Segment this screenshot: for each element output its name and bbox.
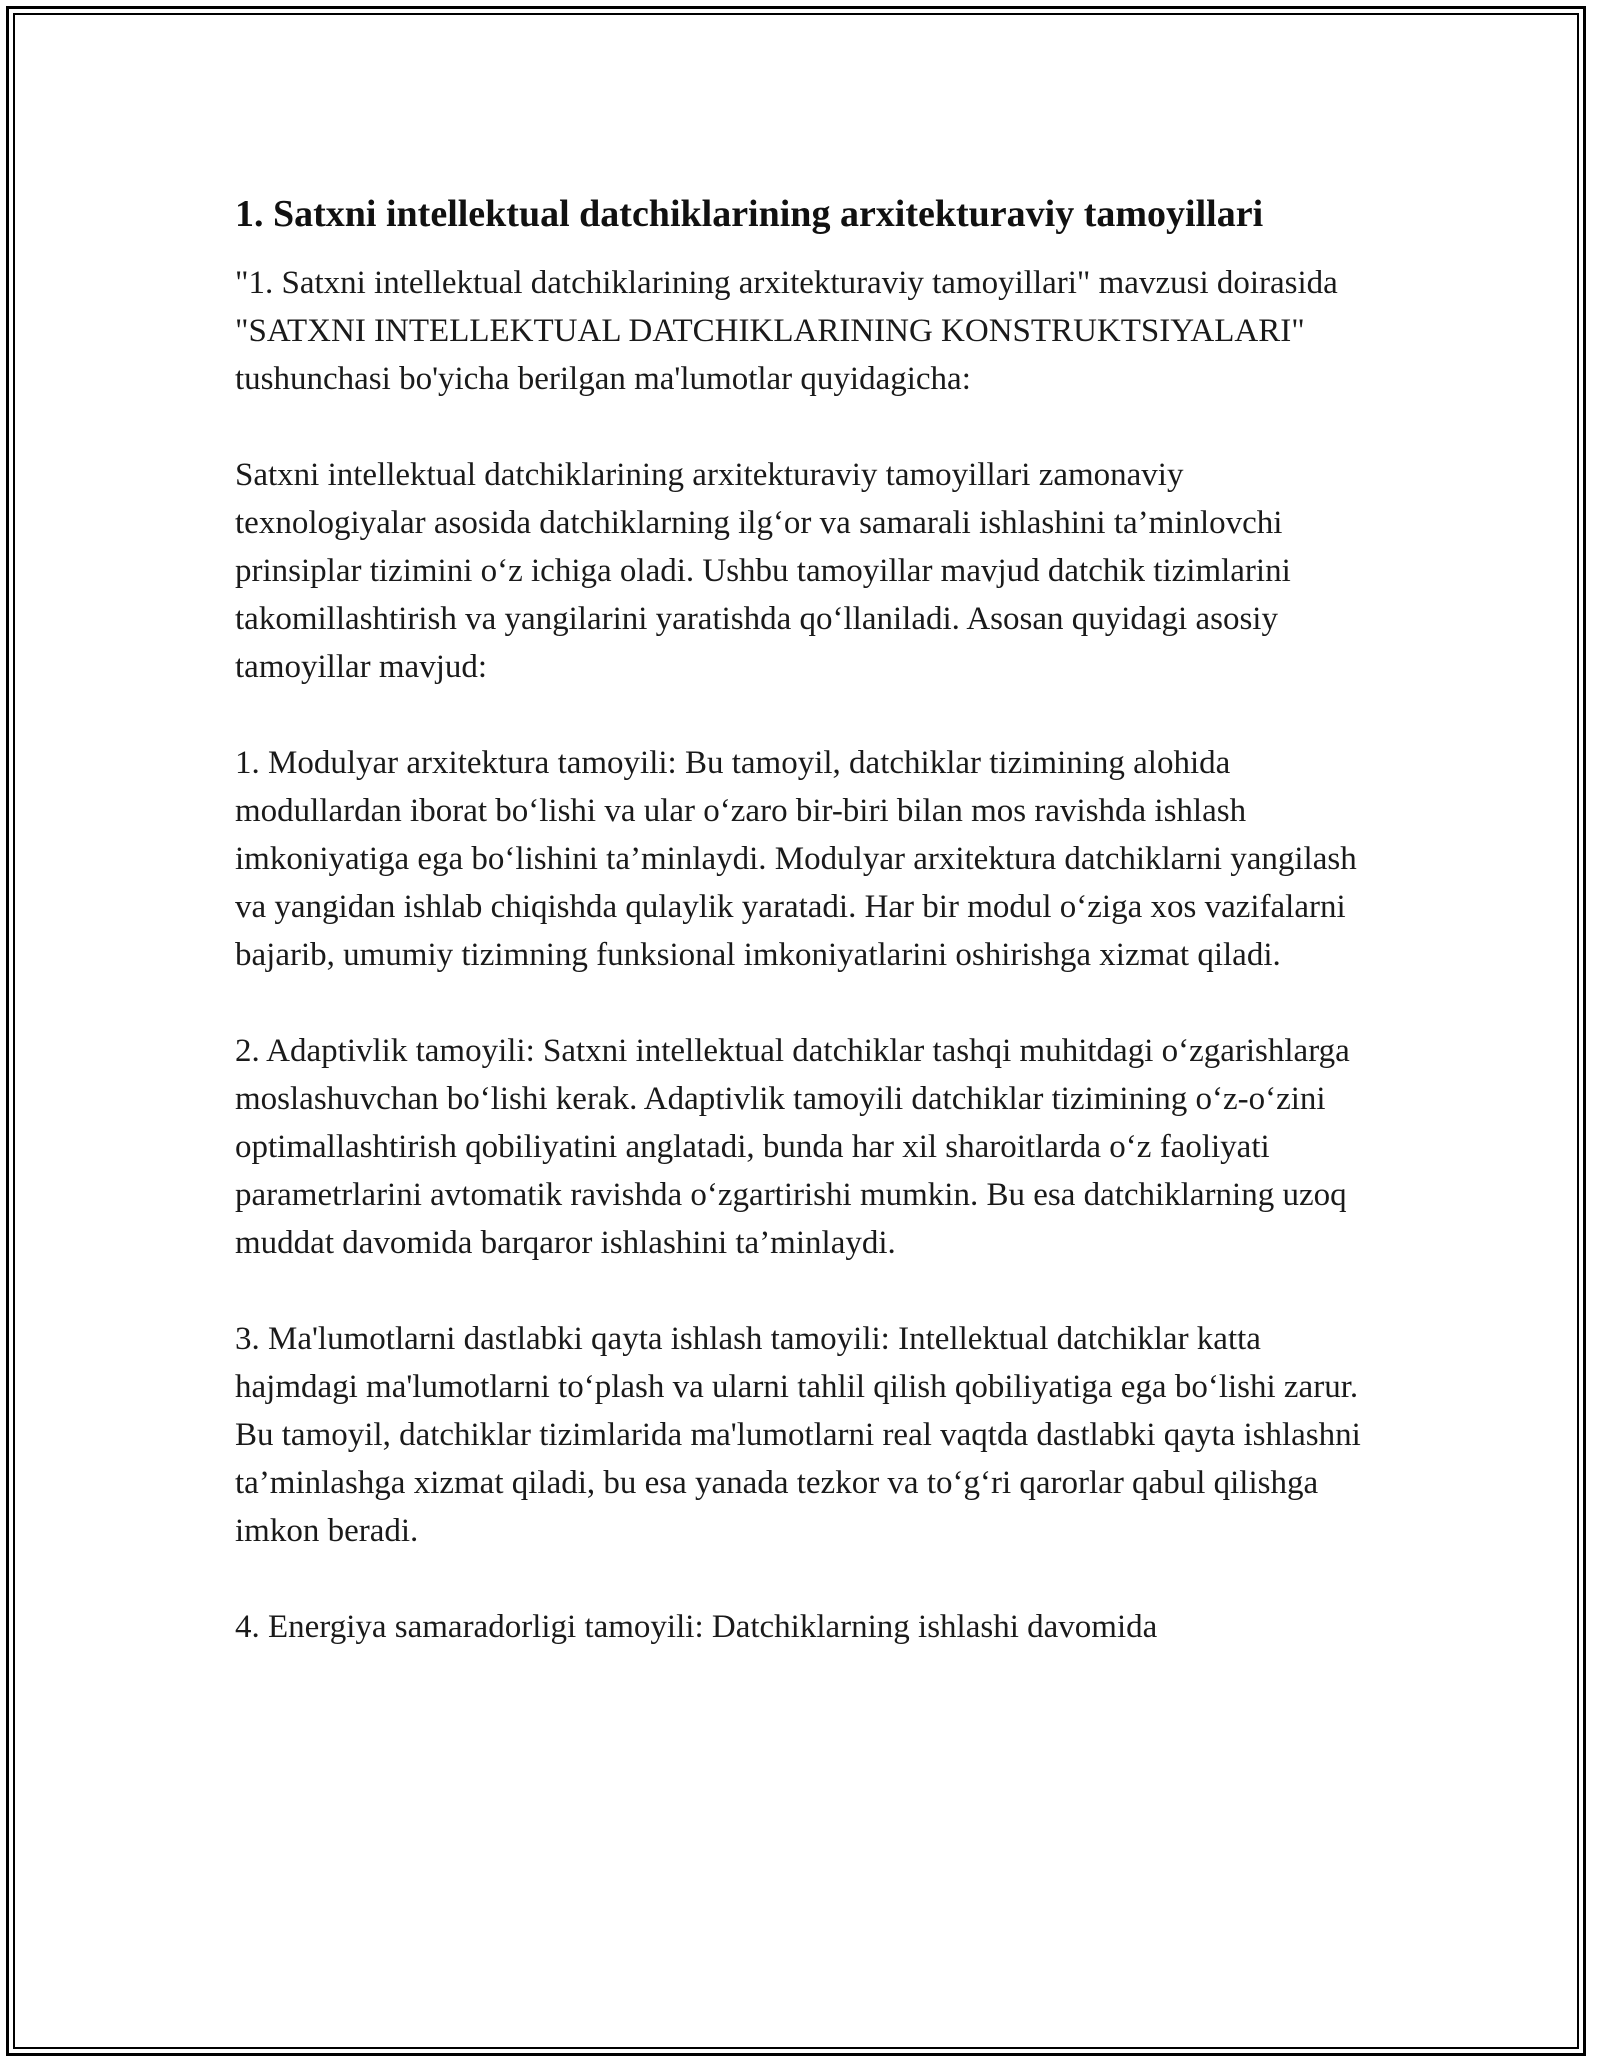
overview-paragraph: Satxni intellektual datchiklarining arxitekturaviy tamoyillari zamonaviy texnologiyalar asosida datchiklarning ilg‘or va samarali ishlashini ta’minlovchi prinsiplar tizimini o‘z ichiga oladi. Ushbu tamoyillar mavjud datchik tizimlarini takomillashtirish va yangilarini yaratishda qo‘llaniladi. Asosan quyidagi asosiy tamoyillar mavjud: (235, 457, 1291, 685)
principle-energy-paragraph: 4. Energiya samaradorligi tamoyili: Datchiklarning ishlashi davomida (235, 1609, 1158, 1645)
principle-data-processing-paragraph: 3. Ma'lumotlarni dastlabki qayta ishlash tamoyili: Intellektual datchiklar katta hajmdagi ma'lumotlarni to‘plash va ularni tahlil qilish qobiliyatiga ega bo‘lishi zarur. Bu tamoyil, datchiklar tizimlarida ma'lumotlarni real vaqtda dastlabki qayta ishlashni ta’minlashga xizmat qiladi, bu esa yanada tezkor va to‘g‘ri qarorlar qabul qilishga imkon beradi. (235, 1321, 1361, 1549)
principle-modular-paragraph: 1. Modulyar arxitektura tamoyili: Bu tamoyil, datchiklar tizimining alohida modullardan iborat bo‘lishi va ular o‘zaro bir-biri bilan mos ravishda ishlash imkoniyatiga ega bo‘lishini ta’minlaydi. Modulyar arxitektura datchiklarni yangilash va yangidan ishlab chiqishda qulaylik yaratadi. Har bir modul o‘ziga xos vazifalarni bajarib, umumiy tizimning funksional imkoniyatlarini oshirishga xizmat qiladi. (235, 745, 1357, 973)
intro-paragraph: "1. Satxni intellektual datchiklarining arxitekturaviy tamoyillari" mavzusi doirasida "SATXNI INTELLEKTUAL DATCHIKLARINING KONSTRUKTSIYALARI" tushunchasi bo'yicha berilgan ma'lumotlar quyidagicha: (235, 265, 1338, 397)
document-page (235, 188, 1370, 1651)
section-title: 1. Satxni intellektual datchiklarining arxitekturaviy tamoyillari (235, 193, 1264, 235)
principle-adaptive-paragraph: 2. Adaptivlik tamoyili: Satxni intellektual datchiklar tashqi muhitdagi o‘zgarishlarga moslashuvchan bo‘lishi kerak. Adaptivlik tamoyili datchiklar tizimining o‘z-o‘zini optimallashtirish qobiliyatini anglatadi, bunda har xil sharoitlarda o‘z faoliyati parametrlarini avtomatik ravishda o‘zgartirishi mumkin. Bu esa datchiklarning uzoq muddat davomida barqaror ishlashini ta’minlaydi. (235, 1033, 1350, 1261)
